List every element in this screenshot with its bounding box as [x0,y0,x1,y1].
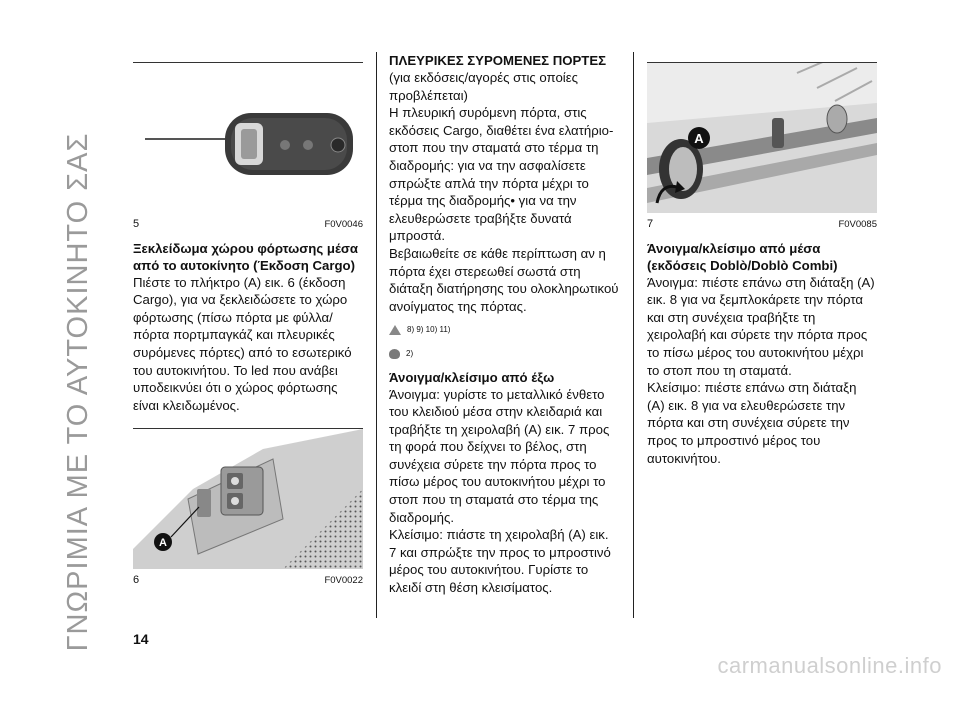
figure-5-key [133,63,363,213]
column-3 [647,52,877,467]
paragraph-sliding-2: Βεβαιωθείτε σε κάθε περίπτωση αν η πόρτα έχει στερεωθεί σωστά στη διάταξη διατήρησης του ολοκληρωτικού ανοίγματος της πόρτας. [389,245,619,314]
environment-references [389,345,619,363]
column-divider [376,52,377,618]
column-2 [389,52,619,597]
figure-number: 6 [133,574,140,587]
figure-5-caption [133,216,363,234]
figure-7-sliding-door-handle [647,63,877,213]
paragraph-inside-open: Άνοιγμα: πιέστε επάνω στη διάταξη (A) εικ. 8 για να ξεμπλοκάρετε την πόρτα και στη συνέχεια τραβήξτε τη χειρολαβή και σύρετε την πόρτα προς το πίσω μέρος του αυτοκινήτου μέχρι το στοπ που τη σταματά. [647,274,875,378]
paragraph-sliding-1: Η πλευρική συρόμενη πόρτα, στις εκδόσεις Cargo, διαθέτει ένα ελατήριο-στοπ που την σταματά στο τέρμα τη διαδρομής: για να την ασφαλίσετε σπρώξτε απλά την πόρτα μέχρι το τέρμα της διαδρομής• για να την ελευθερώσετε τραβήξτε δυνατά μπροστά. [389,105,614,244]
heading-unlock-cargo: Ξεκλείδωμα χώρου φόρτωσης μέσα από το αυτοκίνητο (Έκδοση Cargo) [133,240,359,273]
figure-code: F0V0022 [324,575,363,587]
figure-number: 7 [647,218,654,230]
column-divider [633,52,634,618]
environment-icon [389,349,400,359]
page-number: 14 [133,631,149,647]
heading-sliding-doors: ΠΛΕΥΡΙΚΕΣ ΣΥΡΟΜΕΝΕΣ ΠΟΡΤΕΣ [389,53,607,68]
callout-label-a: A [159,537,167,550]
figure-number: 5 [133,218,140,230]
warning-references [389,321,619,339]
paragraph-unlock-cargo: Πιέστε το πλήκτρο (A) εικ. 6 (έκδοση Cargo), για να ξεκλειδώσετε το χώρο φόρτωσης (πίσω πόρτα με φύλλα/πόρτα πορτμπαγκάζ και πλευρικές συρόμενες πόρτες) από το εσωτερικό του αυτοκινήτου. Το led που ανάβει υποδεικνύει ότι ο χώρος φόρτωσης είναι κλειδωμένος. [133,274,352,413]
heading-open-close-outside: Άνοιγμα/κλείσιμο από έξω [389,369,555,385]
callout-label-a: A [694,131,704,146]
column-1 [133,52,363,590]
eco-refs-text: 2) [406,348,414,358]
paragraph-outside-open: Άνοιγμα: γυρίστε το μεταλλικό ένθετο του κλειδιού μέσα στην κλειδαριά και τραβήξτε τη χειρολαβή (A) εικ. 7 προς τη φορά που δείχνει το βέλος, στη συνέχεια σύρετε την πόρτα προς το πίσω μέρος του αυτοκινήτου μέχρι το στοπ που τη σταματά στο τέρμα της διαδρομής. [389,386,610,525]
figure-code: F0V0085 [838,219,877,230]
watermark: carmanualsonline.info [717,653,942,678]
figure-code: F0V0046 [324,219,363,230]
sliding-door-illustration [647,63,877,213]
paragraph-intro: (για εκδόσεις/αγορές στις οποίες προβλέπεται) [389,70,578,103]
heading-open-close-inside: Άνοιγμα/κλείσιμο από μέσα (εκδόσεις Doblò/Doblò Combi) [647,240,838,273]
key-illustration [133,63,363,213]
paragraph-inside-close: Κλείσιμο: πιέστε επάνω στη διάταξη (A) εικ. 8 για να ελευθερώσετε την πόρτα και στη συνέχεια σύρετε την προς το μπροστινό μέρος του αυτοκινήτου. [647,380,857,466]
figure-6-door-buttons [133,429,363,569]
warning-refs-text: 8) 9) 10) 11) [407,325,451,335]
door-button-illustration [133,429,363,569]
chapter-title: ΓΝΩΡΙΜΙΑ ΜΕ ΤΟ ΑΥΤΟΚΙΝΗΤΟ ΣΑΣ [62,132,94,652]
figure-7-caption [647,216,877,234]
warning-icon [389,325,401,335]
paragraph-outside-close: Κλείσιμο: πιάστε τη χειρολαβή (A) εικ. 7 και σπρώξτε την προς το μπροστινό μέρος του αυτοκινήτου. Γυρίστε το κλειδί στη θέση κλεισίματος. [389,527,611,596]
figure-6-caption [133,572,363,590]
